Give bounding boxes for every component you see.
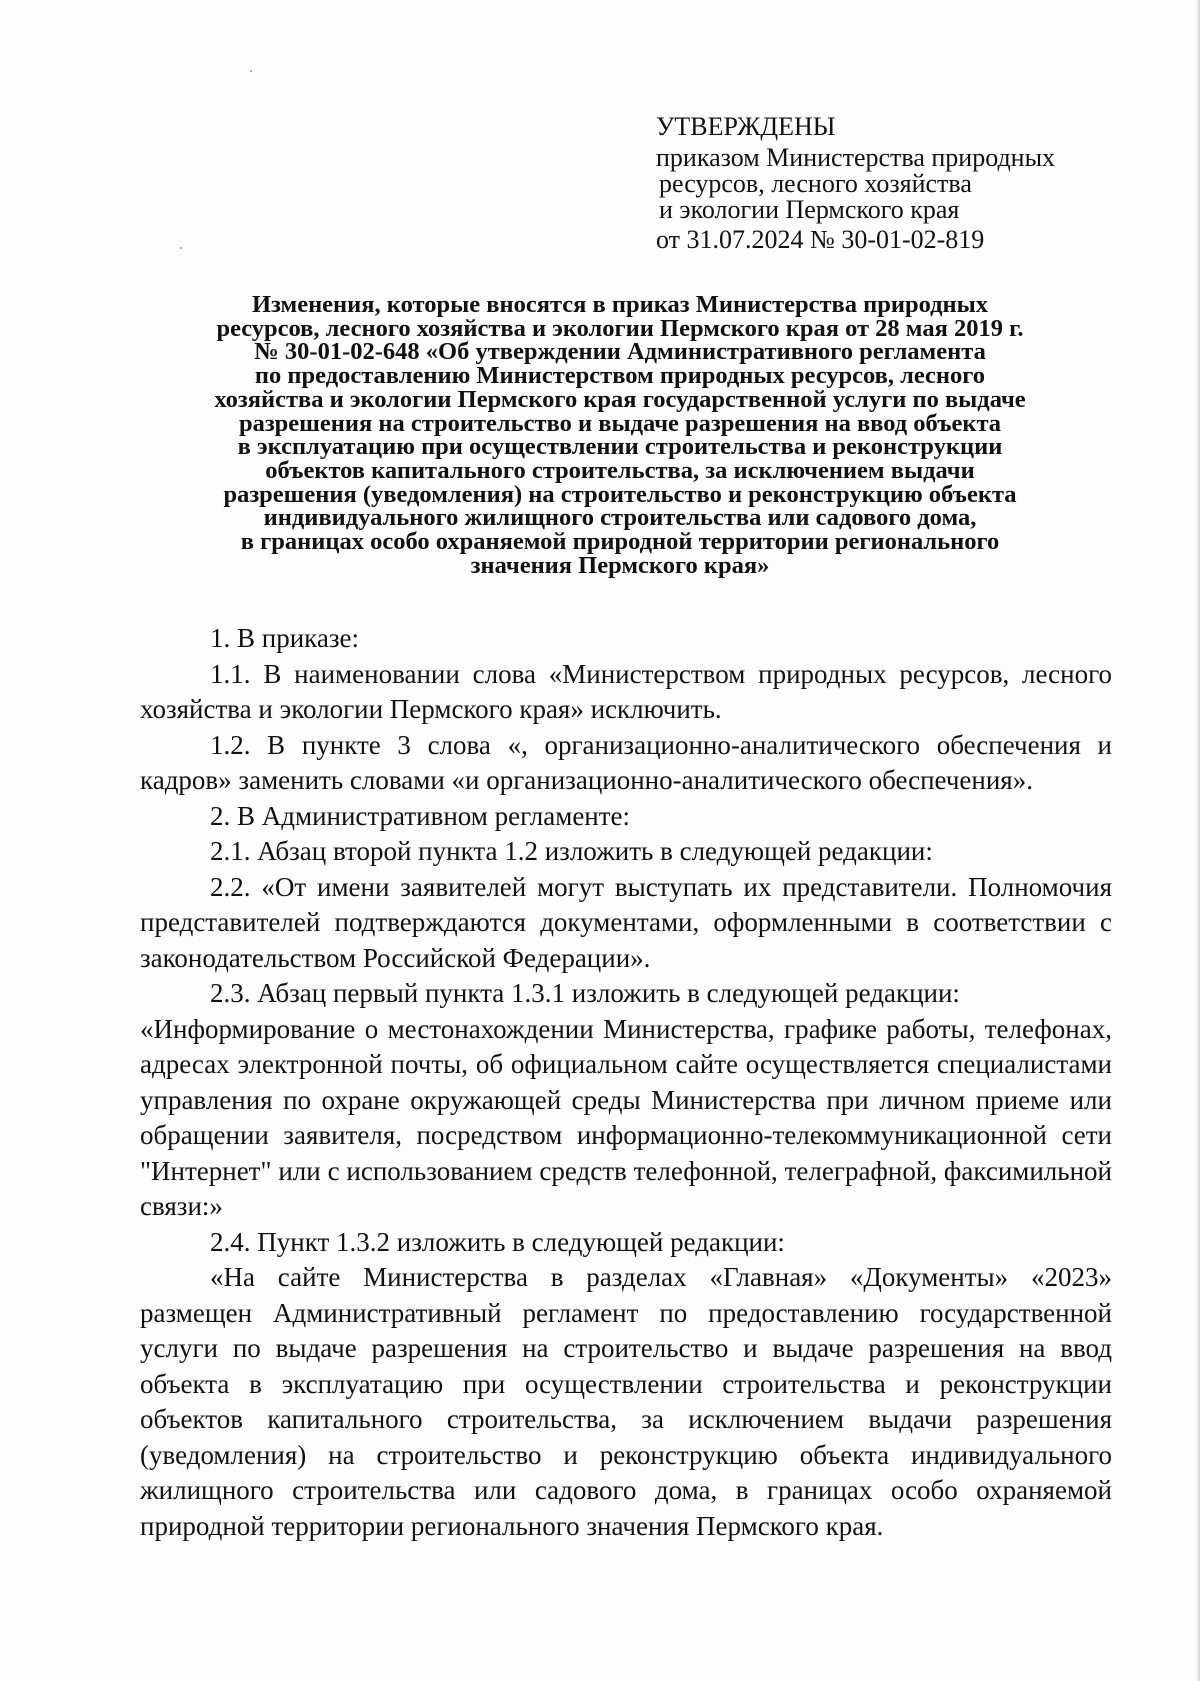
title-line: хозяйства и экологии Пермского края государственной услуги по выдаче [214,385,1026,413]
approval-line: приказом Министерства природных [656,143,1056,172]
approval-heading: УТВЕРЖДЕНЫ [656,112,836,141]
title-line: значения Пермского края» [470,551,770,579]
paragraph-1: 1. В приказе: [210,623,360,653]
paragraph-2-1: 2.1. Абзац второй пункта 1.2 изложить в следующей редакции: [210,836,933,866]
title-line: индивидуального жилищного строительства или садового дома, [263,504,977,532]
approval-line: и экологии Пермского края [659,195,960,224]
document-body [140,621,1112,1544]
title-line: разрешения на строительство и выдаче разрешения на ввод объекта [238,409,1002,437]
title-line: в границах особо охраняемой природной территории регионального [240,528,1000,556]
title-line: по предоставлению Министерством природных ресурсов, лесного [254,362,986,390]
paragraph-2-3: 2.3. Абзац первый пункта 1.3.1 изложить в следующей редакции: [210,978,960,1008]
paragraph-2: 2. В Административном регламенте: [210,800,631,831]
paragraph-2-3-quote: «Информирование о местонахождении Министерства, графике работы, телефонах, адресах электронной почты, об официальном сайте осуществляется специалистами управления по охране окружающей среды Министерства при личном приеме или обращении заявителя, посредством информационно-телекоммуникационной сети "Интернет" или с использованием средств телефонной, телеграфной, факсимильной связи:» [140,1013,1112,1221]
title-line: Изменения, которые вносятся в приказ Министерства природных [251,291,989,318]
approval-order-number: от 31.07.2024 № 30-01-02-819 [656,225,985,254]
title-line: № 30-01-02-648 «Об утверждении Административного регламента [254,338,986,366]
title-line: объектов капитального строительства, за исключением выдачи [265,456,975,484]
scan-speck [180,247,182,249]
title-line: разрешения (уведомления) на строительство и реконструкцию объекта [223,480,1017,508]
paragraph-2-4: 2.4. Пункт 1.3.2 изложить в следующей редакции: [210,1226,785,1257]
title-line: ресурсов, лесного хозяйства и экологии Пермского края от 28 мая 2019 г. [216,314,1024,342]
title-line: в эксплуатацию при осуществлении строительства и реконструкции [237,433,1003,461]
scan-speck [250,70,252,72]
paragraph-1-1: 1.1. В наименовании слова «Министерством природных ресурсов, лесного хозяйства и экологии Пермского края» исключить. [140,658,1112,724]
paragraph-2-4-quote: «На сайте Министерства в разделах «Главная» «Документы» «2023» размещен Административный регламент по предоставлению государственной услуги по выдаче разрешения на строительство и выдаче разрешения на ввод объекта в эксплуатацию при осуществлении строительства и реконструкции объектов капитального строительства, за исключением выдачи разрешения (уведомления) на строительство и реконструкцию объекта индивидуального жилищного строительства или садового дома, в границах особо охраняемой природной территории регионального значения Пермского края. [140,1262,1112,1541]
approval-line: ресурсов, лесного хозяйства [659,169,972,198]
document-title [140,293,1100,577]
approval-stamp-block [656,114,1055,253]
paragraph-2-2: 2.2. «От имени заявителей могут выступать их представители. Полномочия представителей подтверждаются документами, оформленными в соответствии с законодательством Российской Федерации». [140,871,1112,973]
paragraph-1-2: 1.2. В пункте 3 слова «, организационно-аналитического обеспечения и кадров» заменить словами «и организационно-аналитического обеспечения». [140,729,1112,795]
